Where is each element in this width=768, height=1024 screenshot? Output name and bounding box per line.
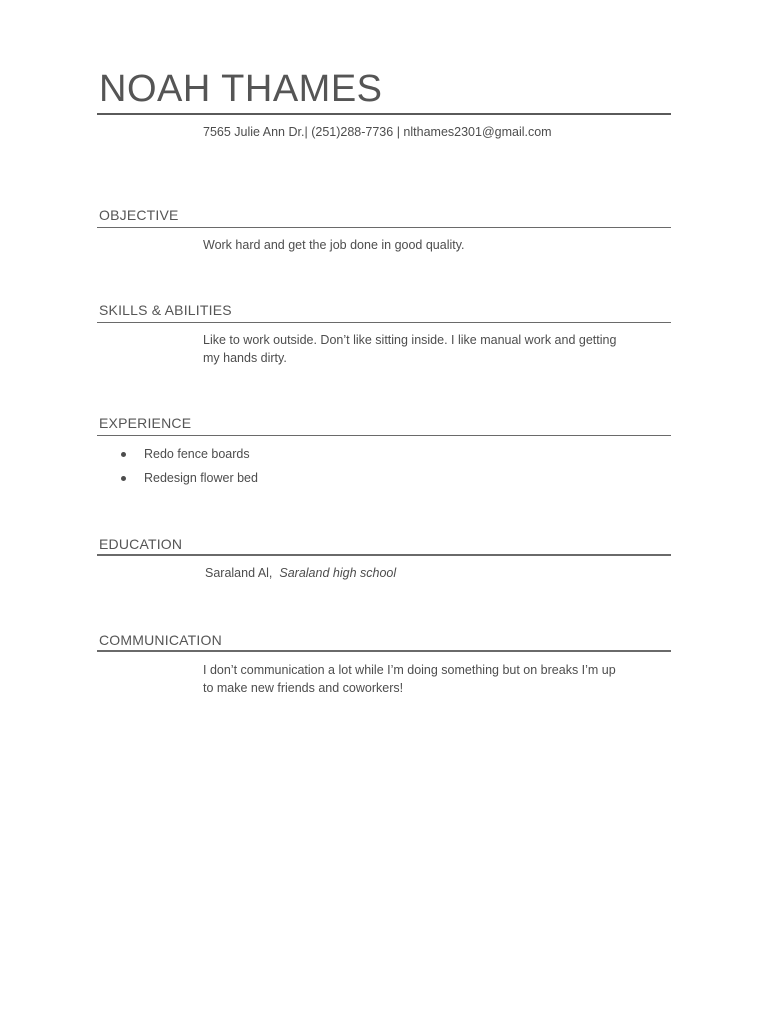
contact-line — [203, 125, 552, 139]
education-location: Saraland Al, — [205, 566, 273, 580]
contact-phone: (251)288-7736 — [311, 125, 394, 139]
contact-address: 7565 Julie Ann Dr. — [203, 125, 305, 139]
section-title-experience: EXPERIENCE — [99, 415, 192, 431]
contact-separator: | — [393, 125, 404, 139]
list-item — [118, 469, 258, 493]
section-divider-communication — [97, 650, 671, 652]
bullet-icon — [121, 452, 126, 457]
section-divider-skills — [97, 322, 671, 323]
contact-email: nlthames2301@gmail.com — [403, 125, 552, 139]
communication-text-line: I don’t communication a lot while I’m doing something but on breaks I’m up — [203, 663, 616, 677]
section-divider-experience — [97, 435, 671, 436]
experience-item: Redesign flower bed — [144, 471, 258, 485]
experience-item: Redo fence boards — [144, 447, 250, 461]
education-entry — [205, 564, 396, 582]
section-title-objective: OBJECTIVE — [99, 207, 179, 223]
education-school: Saraland high school — [279, 566, 397, 580]
list-item — [118, 445, 258, 469]
communication-text-line: to make new friends and coworkers! — [203, 681, 404, 695]
objective-text: Work hard and get the job done in good quality. — [203, 238, 465, 252]
experience-list — [118, 445, 258, 493]
skills-text-line: my hands dirty. — [203, 351, 287, 365]
section-title-education: EDUCATION — [99, 536, 183, 552]
skills-text-line: Like to work outside. Don’t like sitting inside. I like manual work and getting — [203, 333, 617, 347]
contact-separator: | — [304, 125, 312, 139]
name-divider — [97, 113, 671, 115]
candidate-name: NOAH THAMES — [99, 68, 383, 110]
section-divider-objective — [97, 227, 671, 228]
section-title-communication: COMMUNICATION — [99, 632, 222, 648]
bullet-icon — [121, 476, 126, 481]
section-title-skills: SKILLS & ABILITIES — [99, 302, 232, 318]
section-divider-education — [97, 554, 671, 556]
